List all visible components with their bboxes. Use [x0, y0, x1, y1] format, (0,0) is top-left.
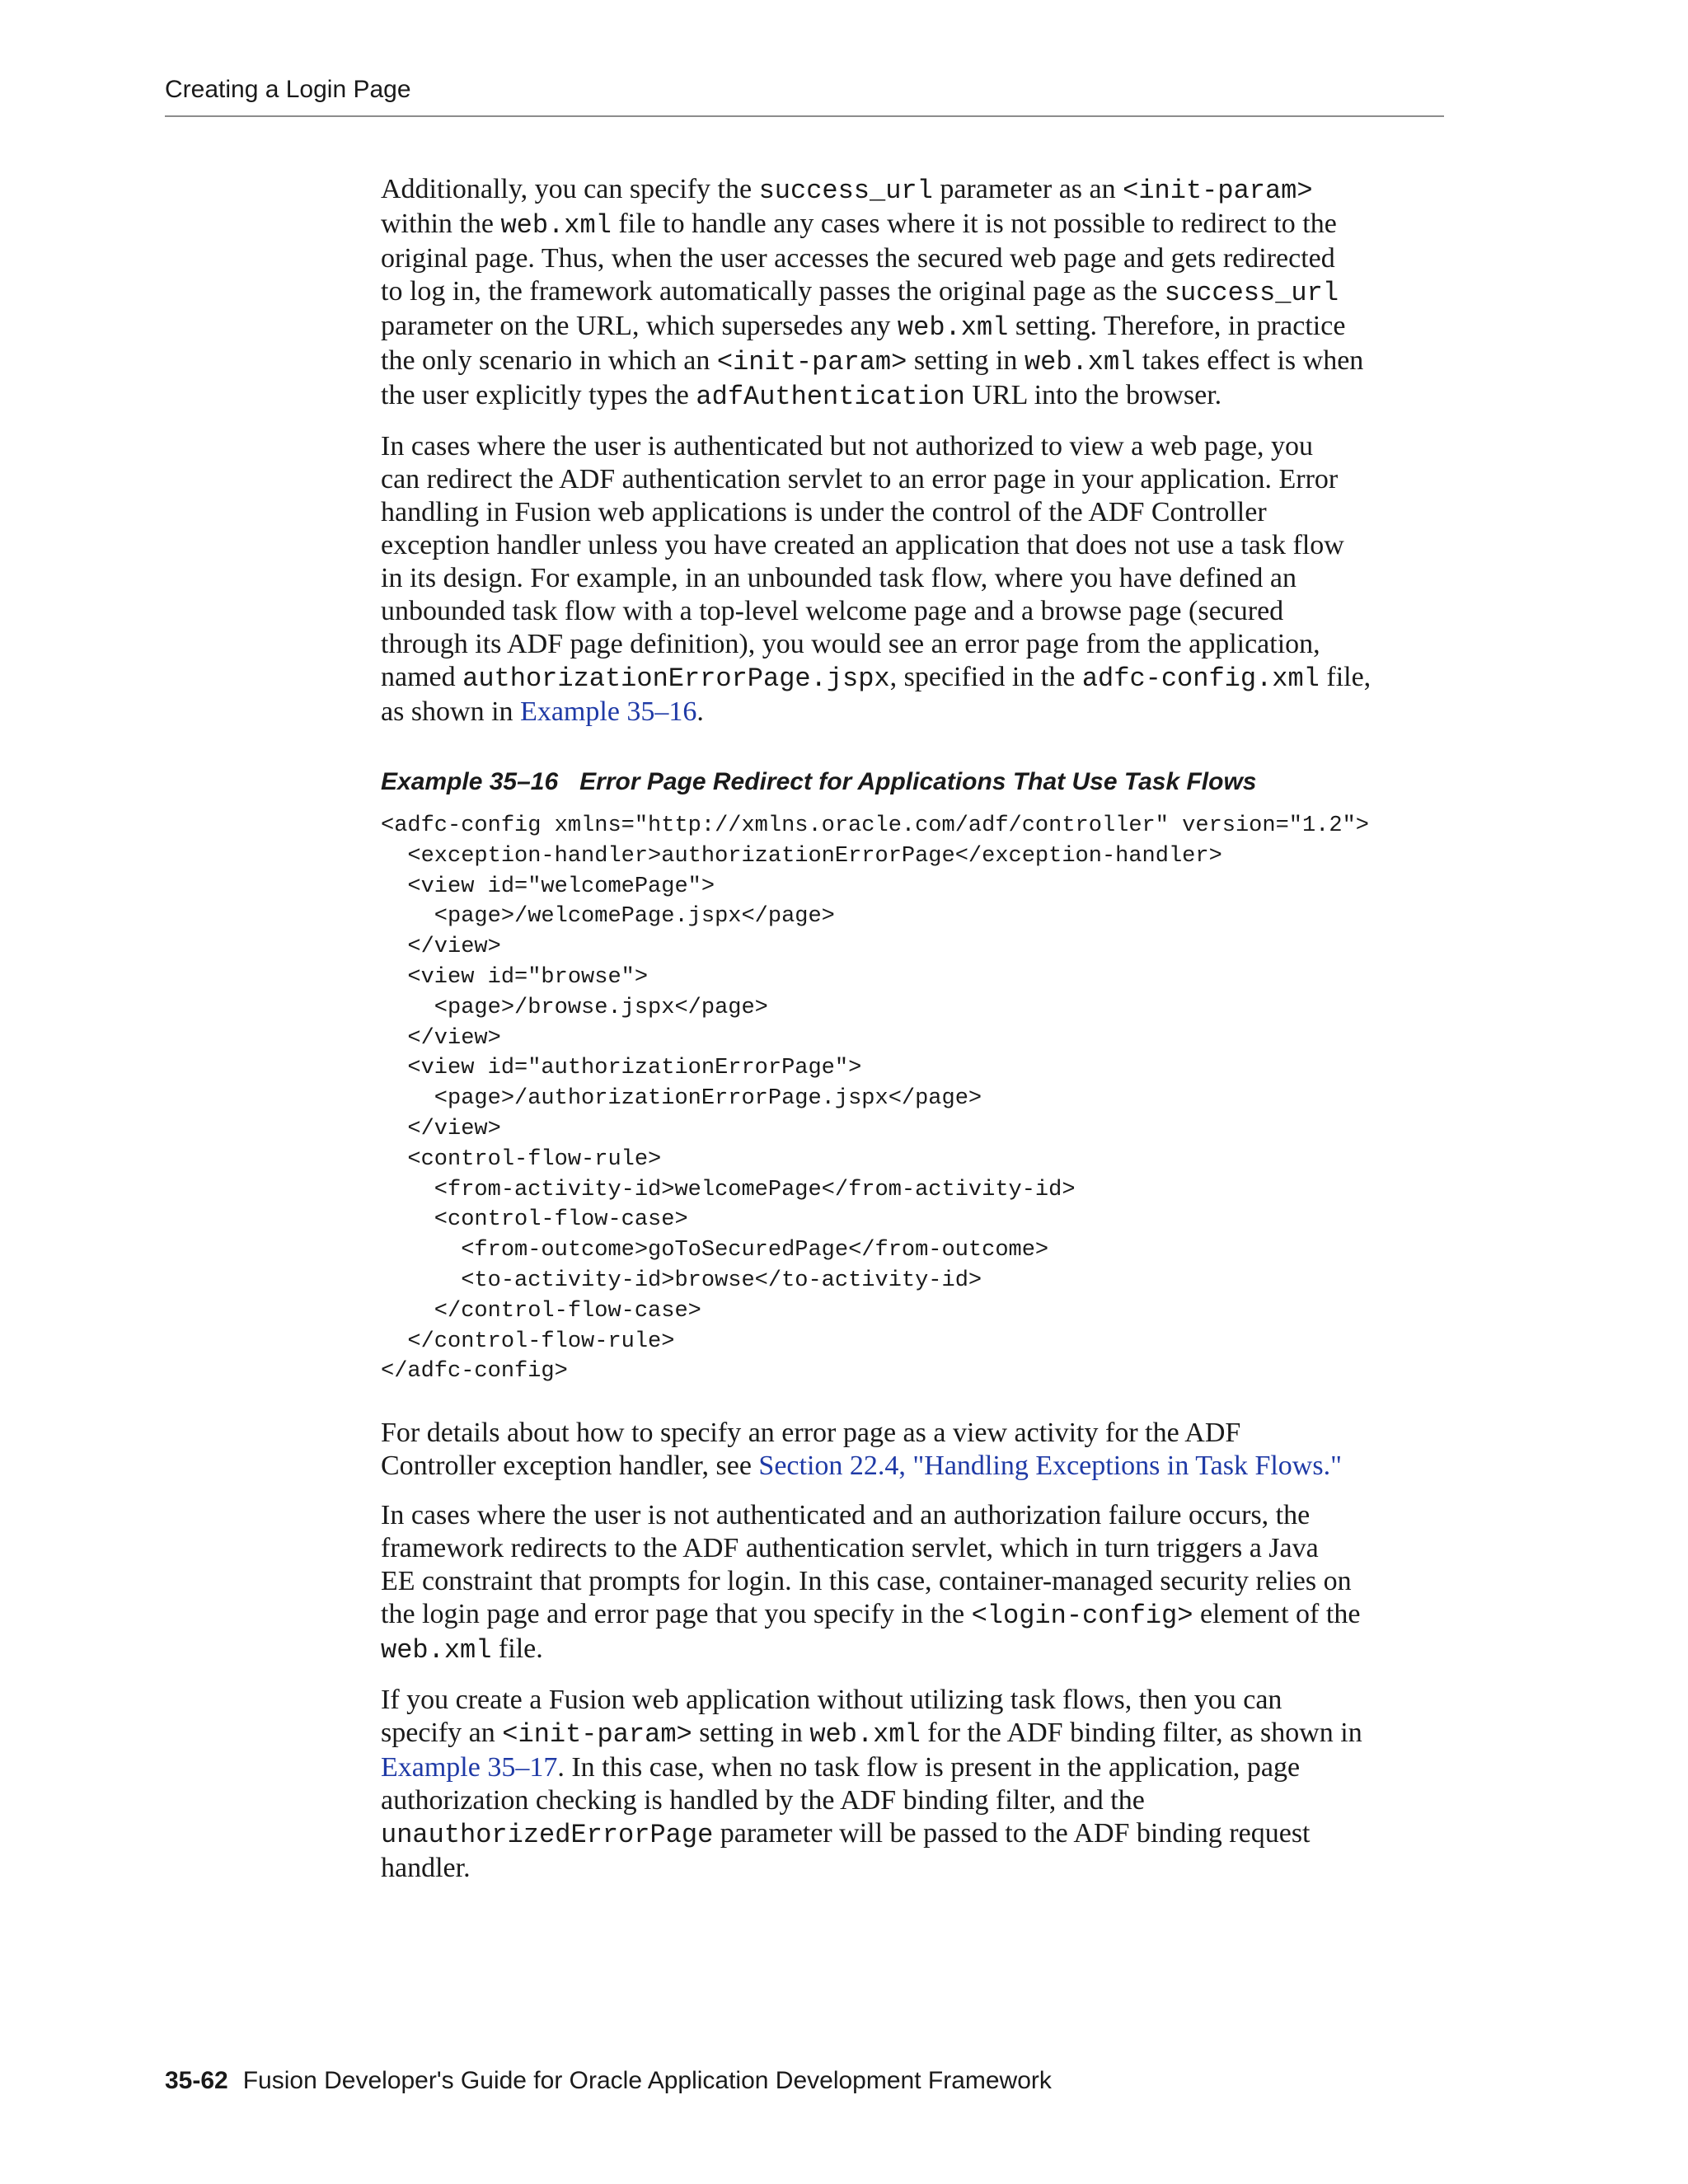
- text-line: handler.: [381, 1853, 471, 1884]
- inline-code: success_url: [1164, 278, 1339, 308]
- cross-reference-link[interactable]: Example 35–17: [381, 1752, 558, 1783]
- paragraph-success-url: [381, 173, 1444, 414]
- inline-code: <login-config>: [971, 1601, 1193, 1632]
- body-text: [381, 173, 1444, 1901]
- paragraph-binding-filter: [381, 1684, 1444, 1885]
- example-number: Example 35–16: [381, 768, 559, 795]
- inline-code: <init-param>: [716, 347, 907, 377]
- inline-code: web.xml: [500, 210, 612, 241]
- cross-reference-link[interactable]: Section 22.4, "Handling Exceptions in Task Flows.": [758, 1451, 1342, 1482]
- text-line: original page. Thus, when the user accesses the secured web page and gets redirected: [381, 243, 1335, 274]
- inline-code: unauthorizedErrorPage: [381, 1820, 714, 1851]
- text-line: through its ADF page definition), you would see an error page from the application,: [381, 629, 1320, 659]
- inline-code: web.xml: [1024, 347, 1136, 377]
- code-example: <adfc-config xmlns="http://xmlns.oracle.com/adf/controller" version="1.2"> <exception-handler>authorizationErrorPage</exception-handler> <view id="welcomePage"> <page>/welcomePage.jspx</page> </view> <view id="browse"> <page>/browse.jspx</page> </view> <view id="authorizationErrorPage"> <page>/authorizationErrorPage.jspx</page> </view> <control-flow-rule> <from-activity-id>welcomePage</from-activity-id> <control-flow-case> <from-outcome>goToSecuredPage</from-outcome> <to-activity-id>browse</to-activity-id> </control-flow-case> </control-flow-rule> </adfc-config>: [381, 813, 1369, 1385]
- inline-code: web.xml: [809, 1719, 921, 1750]
- text-line: unauthorizedErrorPage parameter will be passed to the ADF binding request: [381, 1818, 1311, 1851]
- inline-code: success_url: [758, 176, 933, 206]
- paragraph-not-authenticated: [381, 1499, 1444, 1667]
- text-line: the only scenario in which an <init-param> setting in web.xml takes effect is when: [381, 345, 1364, 377]
- text-line: EE constraint that prompts for login. In this case, container-managed security relies on: [381, 1566, 1352, 1597]
- text-line: exception handler unless you have created an application that does not use a task flow: [381, 530, 1344, 560]
- text-line: web.xml file.: [381, 1633, 543, 1666]
- inline-code: <init-param>: [1123, 176, 1313, 206]
- inline-code: adfAuthentication: [696, 382, 965, 412]
- text-line: In cases where the user is authenticated but not authorized to view a web page, you: [381, 431, 1314, 462]
- text-line: Example 35–17. In this case, when no task flow is present in the application, page: [381, 1752, 1301, 1783]
- header-rule: [165, 115, 1444, 117]
- text-line: specify an <init-param> setting in web.xml for the ADF binding filter, as shown in: [381, 1718, 1362, 1750]
- text-line: can redirect the ADF authentication servlet to an error page in your application. Error: [381, 464, 1339, 494]
- paragraph-error-page: [381, 430, 1444, 729]
- text-line: in its design. For example, in an unbounded task flow, where you have defined an: [381, 563, 1297, 593]
- text-line: In cases where the user is not authenticated and an authorization failure occurs, the: [381, 1500, 1311, 1531]
- text-line: authorization checking is handled by the ADF binding filter, and the: [381, 1785, 1145, 1816]
- text-line: unbounded task flow with a top-level welcome page and a browse page (secured: [381, 596, 1284, 626]
- text-line: within the web.xml file to handle any cases where it is not possible to redirect to the: [381, 209, 1337, 241]
- text-line: If you create a Fusion web application without utilizing task flows, then you can: [381, 1685, 1282, 1716]
- cross-reference-link[interactable]: Example 35–16: [520, 696, 697, 727]
- inline-code: adfc-config.xml: [1081, 663, 1320, 694]
- example-title: [381, 768, 1444, 796]
- text-line: Controller exception handler, see Section 22.4, "Handling Exceptions in Task Flows.": [381, 1451, 1342, 1482]
- text-line: parameter on the URL, which supersedes any web.xml setting. Therefore, in practice: [381, 311, 1346, 343]
- text-line: framework redirects to the ADF authentication servlet, which in turn triggers a Java: [381, 1533, 1319, 1564]
- inline-code: authorizationErrorPage.jspx: [462, 663, 890, 694]
- inline-code: <init-param>: [502, 1719, 692, 1750]
- text-line: to log in, the framework automatically passes the original page as the success_url: [381, 276, 1339, 308]
- text-line: Additionally, you can specify the success_url parameter as an <init-param>: [381, 174, 1313, 206]
- text-line: handling in Fusion web applications is under the control of the ADF Controller: [381, 497, 1267, 527]
- inline-code: web.xml: [381, 1635, 492, 1666]
- inline-code: web.xml: [897, 312, 1009, 343]
- text-line: the user explicitly types the adfAuthentication URL into the browser.: [381, 380, 1222, 412]
- book-title: Fusion Developer's Guide for Oracle Application Development Framework: [242, 2067, 1052, 2094]
- example-caption: Error Page Redirect for Applications That Use Task Flows: [579, 768, 1257, 795]
- text-line: named authorizationErrorPage.jspx, specified in the adfc-config.xml file,: [381, 662, 1372, 694]
- paragraph-view-activity: [381, 1417, 1444, 1483]
- running-footer: [165, 2067, 1052, 2095]
- text-line: For details about how to specify an error page as a view activity for the ADF: [381, 1418, 1241, 1449]
- page-number: 35-62: [165, 2067, 228, 2094]
- running-header: Creating a Login Page: [165, 76, 411, 103]
- text-line: the login page and error page that you specify in the <login-config> element of the: [381, 1599, 1361, 1632]
- text-line: as shown in Example 35–16.: [381, 696, 704, 727]
